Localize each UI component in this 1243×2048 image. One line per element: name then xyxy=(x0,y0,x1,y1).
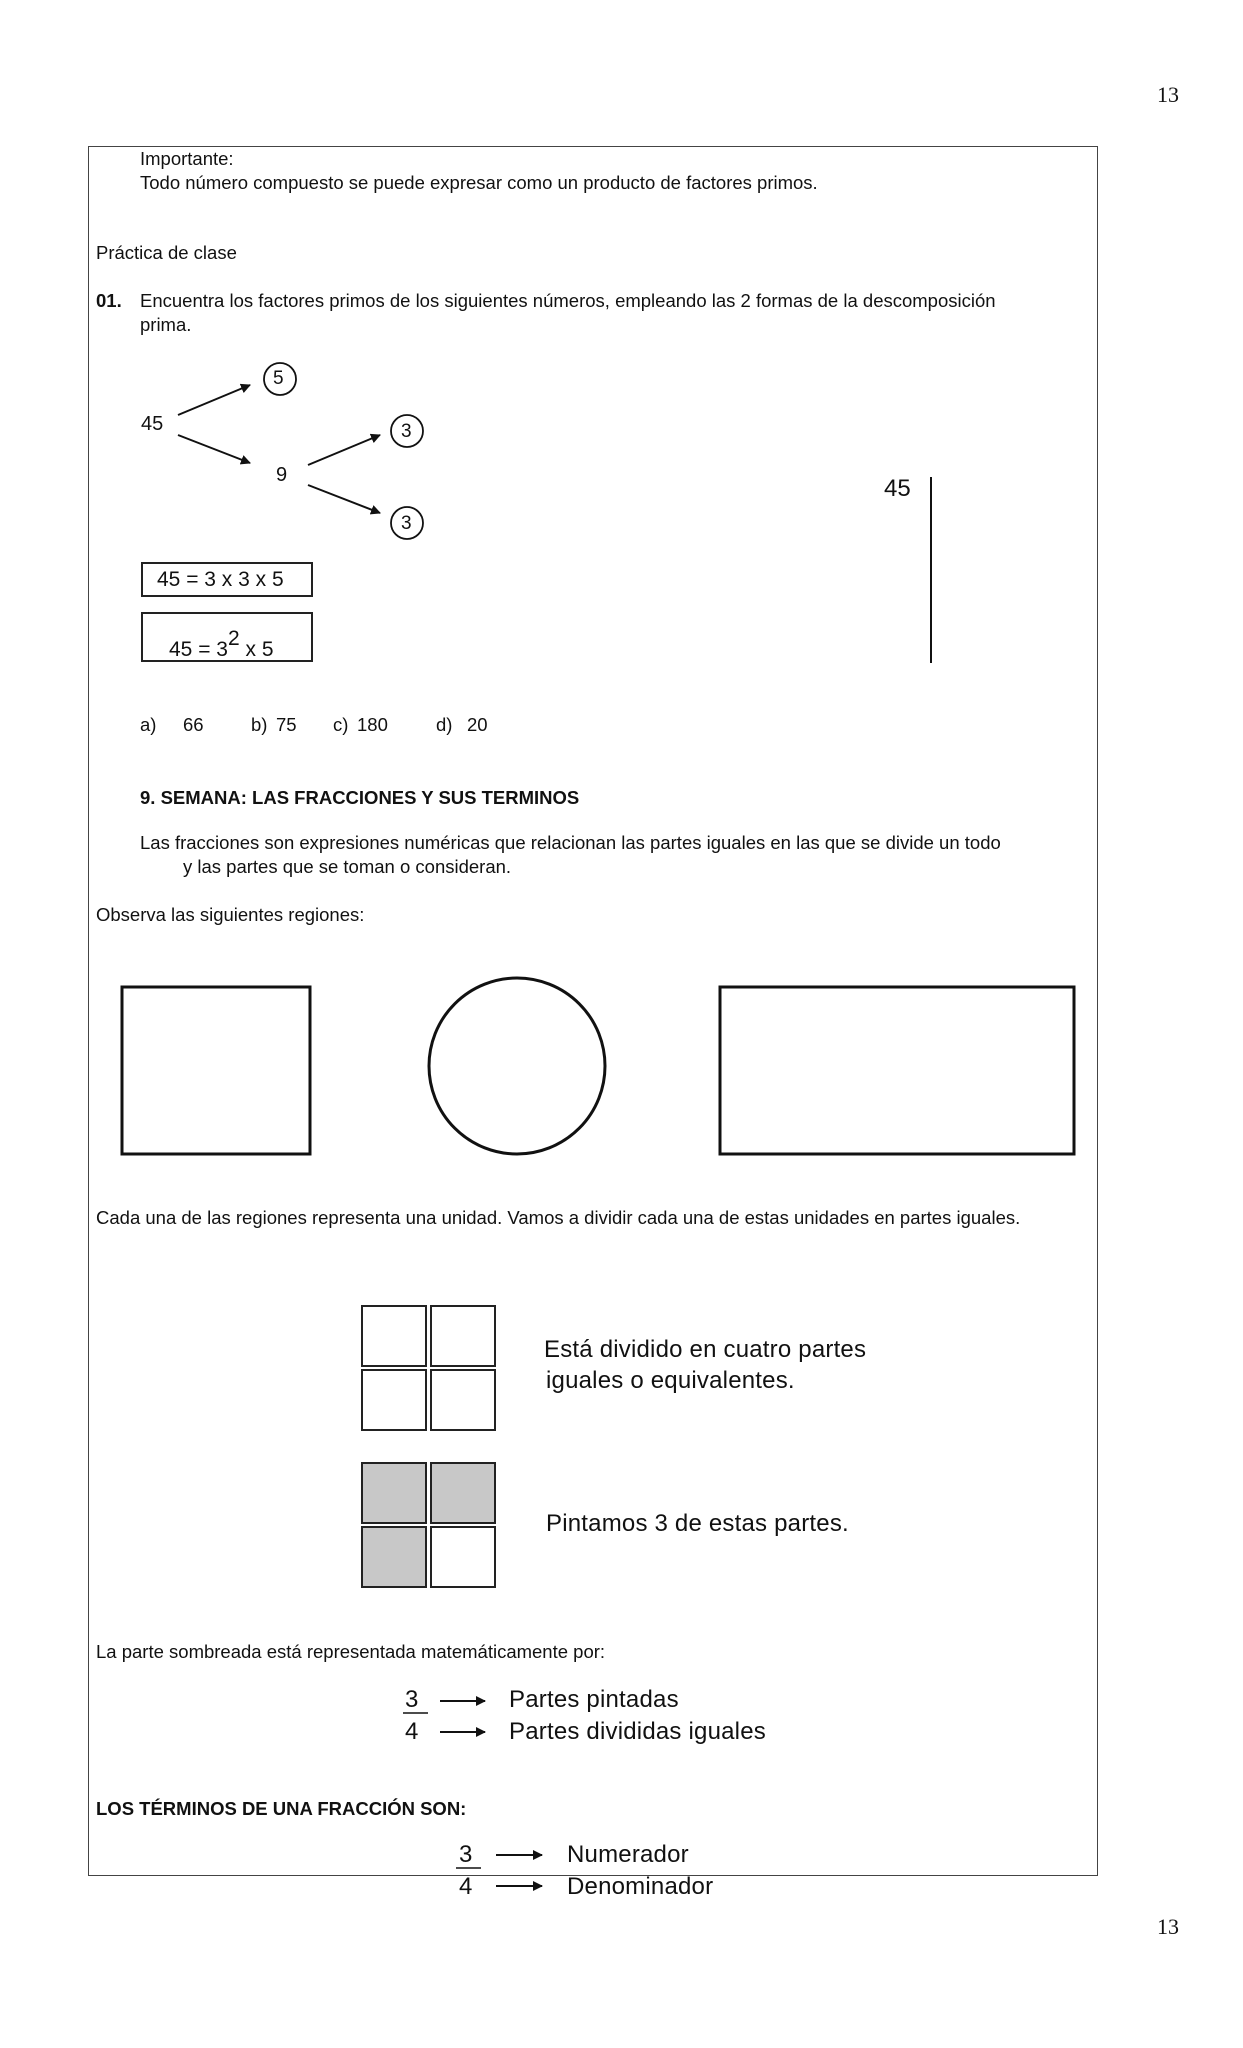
option-c-letter: c) xyxy=(333,714,349,735)
terms-title: LOS TÉRMINOS DE UNA FRACCIÓN SON: xyxy=(96,1798,467,1819)
option-b-letter: b) xyxy=(251,714,268,735)
practice-title: Práctica de clase xyxy=(96,242,237,263)
grid1-cell-2 xyxy=(430,1305,496,1367)
region-circle xyxy=(429,978,605,1154)
result-1-text: 45 = 3 x 3 x 5 xyxy=(157,568,284,591)
fraction2-numerator-label: Numerador xyxy=(567,1841,689,1868)
option-d-letter: d) xyxy=(436,714,453,735)
region-square xyxy=(122,987,310,1154)
result-box-1 xyxy=(141,562,313,597)
exercise-line-1: Encuentra los factores primos de los siguientes números, empleando las 2 formas de la descomposición xyxy=(140,290,996,311)
important-text: Todo número compuesto se puede expresar como un producto de factores primos. xyxy=(140,172,818,193)
tree-factor-3b: 3 xyxy=(401,513,412,534)
important-heading: Importante: xyxy=(140,148,234,169)
option-d-value: 20 xyxy=(467,714,488,735)
tree-factor-3a: 3 xyxy=(401,421,412,442)
tree-arrow-4 xyxy=(308,485,380,513)
exercise-number: 01. xyxy=(96,290,122,311)
tree-mid-9: 9 xyxy=(276,464,288,486)
painted-text: Pintamos 3 de estas partes. xyxy=(546,1510,849,1537)
tree-arrow-2 xyxy=(178,435,250,463)
result-box-2 xyxy=(141,612,313,662)
option-b-value: 75 xyxy=(276,714,297,735)
region-rectangle xyxy=(720,987,1074,1154)
grid2-cell-2-shaded xyxy=(430,1462,496,1524)
grid1-cell-3 xyxy=(361,1369,427,1431)
fraction2-numerator: 3 xyxy=(459,1841,473,1868)
fraction1-denominator-label: Partes divididas iguales xyxy=(509,1718,766,1745)
section-intro-line-1: Las fracciones son expresiones numéricas que relacionan las partes iguales en las que se divide un todo xyxy=(140,832,1001,853)
represented-text: La parte sombreada está representada matemáticamente por: xyxy=(96,1641,606,1662)
grid2-cell-3-shaded xyxy=(361,1526,427,1588)
grid1-cell-1 xyxy=(361,1305,427,1367)
section-title: 9. SEMANA: LAS FRACCIONES Y SUS TERMINOS xyxy=(140,787,580,808)
tree-arrow-1 xyxy=(178,385,250,415)
divided-text-line-2: iguales o equivalentes. xyxy=(546,1367,795,1394)
exercise-line-2: prima. xyxy=(140,314,192,335)
tree-arrow-3 xyxy=(308,435,380,465)
tree-root: 45 xyxy=(141,413,164,435)
option-a-value: 66 xyxy=(183,714,204,735)
page-number-bottom: 13 xyxy=(1157,1914,1179,1939)
division-number: 45 xyxy=(884,475,911,502)
fraction1-denominator: 4 xyxy=(405,1718,419,1745)
grid2-cell-1-shaded xyxy=(361,1462,427,1524)
result-2-exponent: 2 xyxy=(227,627,240,650)
fraction2-denominator: 4 xyxy=(459,1873,473,1900)
section-intro-line-2: y las partes que se toman o consideran. xyxy=(183,856,512,877)
fraction1-numerator: 3 xyxy=(405,1686,419,1713)
grid2-cell-4 xyxy=(430,1526,496,1588)
page-number-top: 13 xyxy=(1157,82,1179,107)
result-2-base: 45 = 3 xyxy=(169,638,228,661)
tree-factor-5: 5 xyxy=(273,368,284,389)
option-a-letter: a) xyxy=(140,714,157,735)
observe-text: Observa las siguientes regiones: xyxy=(96,904,365,925)
fraction2-denominator-label: Denominador xyxy=(567,1873,714,1900)
option-c-value: 180 xyxy=(357,714,388,735)
fraction1-numerator-label: Partes pintadas xyxy=(509,1686,679,1713)
result-2-tail: x 5 xyxy=(245,638,274,661)
grid1-cell-4 xyxy=(430,1369,496,1431)
units-text: Cada una de las regiones representa una unidad. Vamos a dividir cada una de estas unidades en partes iguales. xyxy=(96,1207,1021,1228)
divided-text-line-1: Está dividido en cuatro partes xyxy=(544,1336,867,1363)
